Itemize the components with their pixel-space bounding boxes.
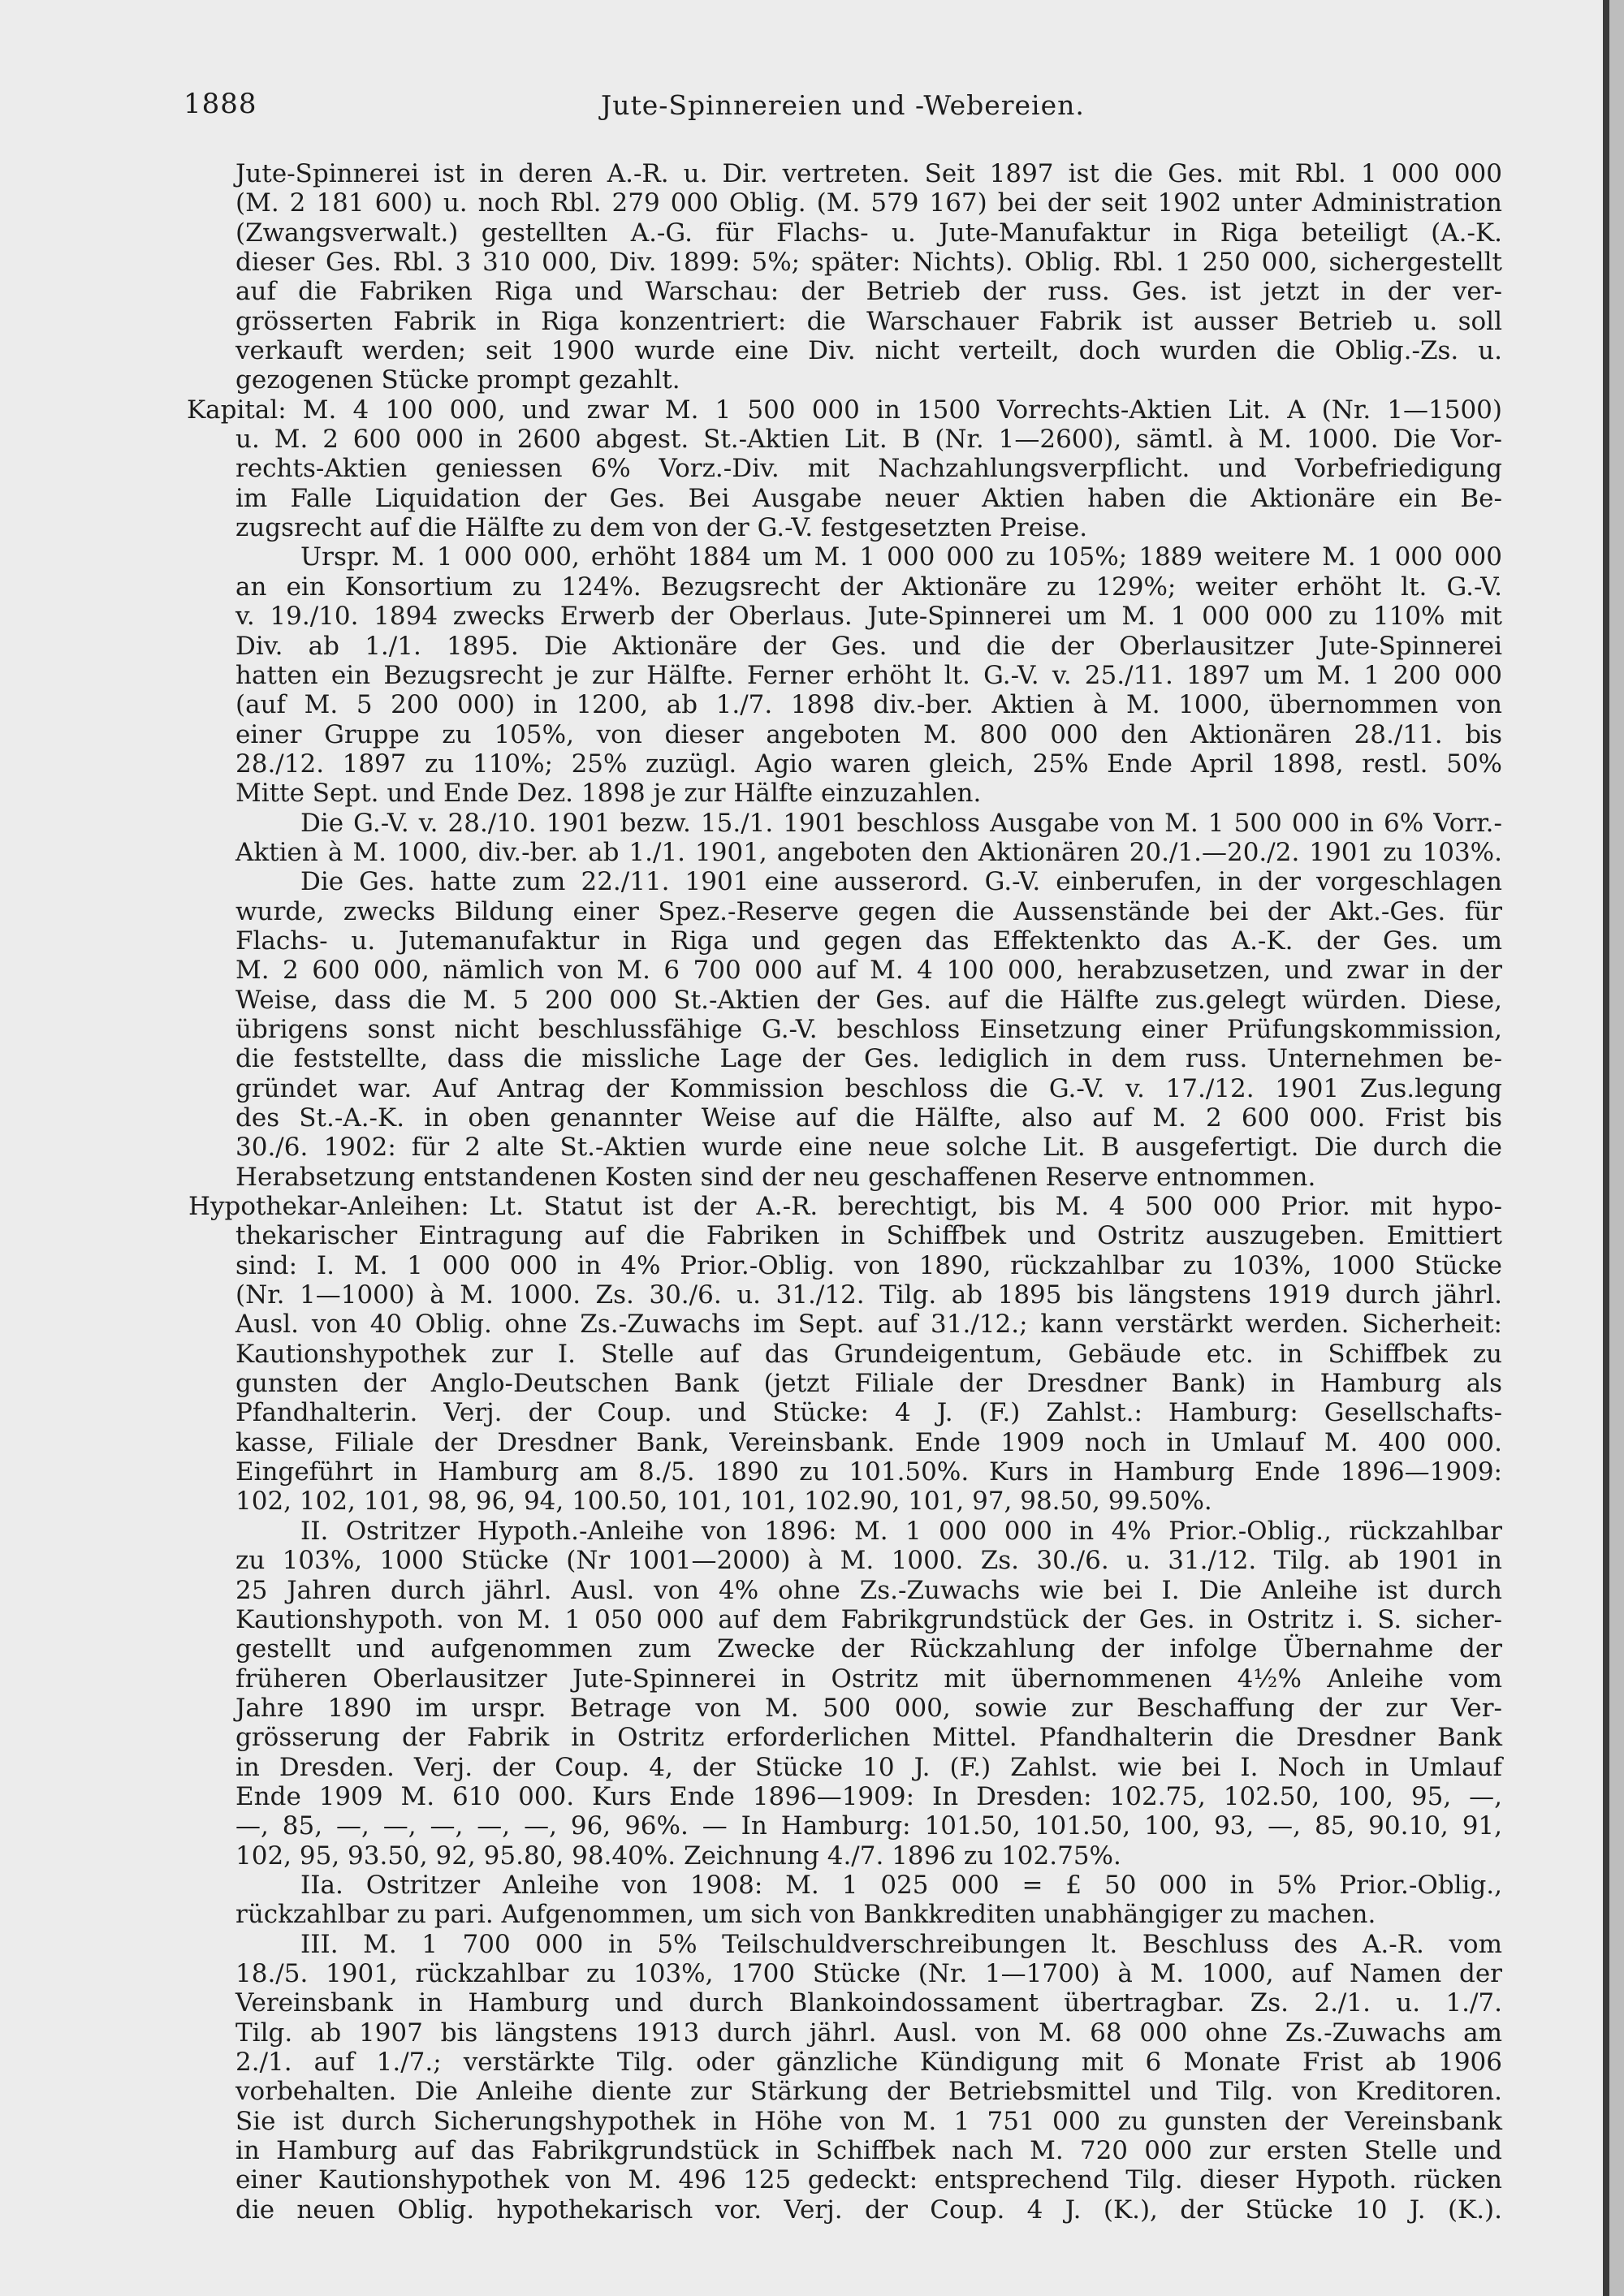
text-line: Ende 1909 M. 610 000. Kurs Ende 1896—1909: In Dresden: 102.75, 102.50, 100, 95, —, xyxy=(235,1781,1502,1811)
text-line: Aktien à M. 1000, div.-ber. ab 1./1. 1901, angeboten den Aktionären 20./1.—20./2. 1901 zu 103%. xyxy=(235,837,1502,867)
text-line: Eingeführt in Hamburg am 8./5. 1890 zu 101.50%. Kurs in Hamburg Ende 1896—1909: xyxy=(235,1457,1502,1487)
text-line: thekarischer Eintragung auf die Fabriken in Schiffbek und Ostritz auszugeben. Emittiert xyxy=(235,1221,1502,1251)
text-line: Tilg. ab 1907 bis längstens 1913 durch jährl. Ausl. von M. 68 000 ohne Zs.-Zuwachs am xyxy=(235,2018,1502,2048)
text-line: III. M. 1 700 000 in 5% Teilschuldverschreibungen lt. Beschluss des A.-R. vom xyxy=(300,1929,1502,1959)
text-line: die feststellte, dass die missliche Lage der Ges. lediglich in dem russ. Unternehmen be- xyxy=(235,1044,1502,1074)
page-edge-line xyxy=(1603,0,1609,2296)
text-line: 102, 102, 101, 98, 96, 94, 100.50, 101, 101, 102.90, 101, 97, 98.50, 99.50%. xyxy=(235,1487,1212,1517)
text-line: an ein Konsortium zu 124%. Bezugsrecht der Aktionäre zu 129%; weiter erhöht lt. G.-V. xyxy=(235,572,1502,602)
text-line: Herabsetzung entstandenen Kosten sind der neu geschaffenen Reserve entnommen. xyxy=(235,1162,1316,1192)
text-line: auf die Fabriken Riga und Warschau: der Betrieb der russ. Ges. ist jetzt in der ver- xyxy=(235,277,1502,307)
text-line: rechts-Aktien geniessen 6% Vorz.-Div. mit Nachzahlungsverpflicht. und Vorbefriedigung xyxy=(235,454,1502,484)
page-number: 1888 xyxy=(184,88,257,120)
text-line: IIa. Ostritzer Anleihe von 1908: M. 1 025 000 = £ 50 000 in 5% Prior.-Oblig., xyxy=(300,1870,1502,1900)
running-title: Jute-Spinnereien und -Webereien. xyxy=(601,89,1085,121)
text-line: gezogenen Stücke prompt gezahlt. xyxy=(235,365,680,395)
text-line: rückzahlbar zu pari. Aufgenommen, um sich von Bankkrediten unabhängiger zu machen. xyxy=(235,1900,1376,1930)
text-line: gründet war. Auf Antrag der Kommission beschloss die G.-V. v. 17./12. 1901 Zus.legung xyxy=(235,1073,1502,1103)
text-line: Div. ab 1./1. 1895. Die Aktionäre der Ges. und die der Oberlausitzer Jute-Spinnerei xyxy=(235,631,1502,661)
text-line: einer Kautionshypothek von M. 496 125 gedeckt: entsprechend Tilg. dieser Hypoth. rücken xyxy=(235,2165,1502,2195)
text-line: einer Gruppe zu 105%, von dieser angeboten M. 800 000 den Aktionären 28./11. bis xyxy=(235,719,1502,749)
text-line: sind: I. M. 1 000 000 in 4% Prior.-Oblig. von 1890, rückzahlbar zu 103%, 1000 Stücke xyxy=(235,1250,1502,1280)
text-line: 102, 95, 93.50, 92, 95.80, 98.40%. Zeichnung 4./7. 1896 zu 102.75%. xyxy=(235,1841,1121,1871)
text-line: dieser Ges. Rbl. 3 310 000, Div. 1899: 5%; später: Nichts). Oblig. Rbl. 1 250 000, sichergestellt xyxy=(235,248,1502,278)
text-line: 2./1. auf 1./7.; verstärkte Tilg. oder gänzliche Kündigung mit 6 Monate Frist ab 1906 xyxy=(235,2048,1502,2077)
text-line: die neuen Oblig. hypothekarisch vor. Verj. der Coup. 4 J. (K.), der Stücke 10 J. (K.). xyxy=(235,2195,1502,2225)
text-line: in Hamburg auf das Fabrikgrundstück in Schiffbek nach M. 720 000 zur ersten Stelle und xyxy=(235,2136,1502,2166)
text-line: Urspr. M. 1 000 000, erhöht 1884 um M. 1 000 000 zu 105%; 1889 weitere M. 1 000 000 xyxy=(300,542,1502,572)
text-line: Die Ges. hatte zum 22./11. 1901 eine ausserord. G.-V. einberufen, in der vorgeschlagen xyxy=(300,867,1502,897)
text-line: Pfandhalterin. Verj. der Coup. und Stücke: 4 J. (F.) Zahlst.: Hamburg: Gesellschafts- xyxy=(235,1398,1502,1428)
text-line: II. Ostritzer Hypoth.-Anleihe von 1896: M. 1 000 000 in 4% Prior.-Oblig., rückzahlbar xyxy=(300,1516,1502,1546)
text-line: M. 2 600 000, nämlich von M. 6 700 000 auf M. 4 100 000, herabzusetzen, und zwar in der xyxy=(235,956,1502,986)
text-line: gunsten der Anglo-Deutschen Bank (jetzt Filiale der Dresdner Bank) in Hamburg als xyxy=(235,1369,1502,1399)
text-line: grösserten Fabrik in Riga konzentriert: die Warschauer Fabrik ist ausser Betrieb u. soll xyxy=(235,306,1502,336)
text-line: Sie ist durch Sicherungshypothek in Höhe von M. 1 751 000 zu gunsten der Vereinsbank xyxy=(235,2106,1502,2136)
text-line: verkauft werden; seit 1900 wurde eine Div. nicht verteilt, doch wurden die Oblig.-Zs. u. xyxy=(235,336,1502,366)
text-line: 25 Jahren durch jährl. Ausl. von 4% ohne Zs.-Zuwachs wie bei I. Die Anleihe ist durch xyxy=(235,1575,1502,1605)
section-hypothekar-anleihen-line: Hypothekar-Anleihen: Lt. Statut ist der A.-R. berechtigt, bis M. 4 500 000 Prior. mit hypo- xyxy=(188,1192,1502,1222)
text-line: 18./5. 1901, rückzahlbar zu 103%, 1700 Stücke (Nr. 1—1700) à M. 1000, auf Namen der xyxy=(235,1958,1502,1988)
text-line: (Zwangsverwalt.) gestellten A.-G. für Flachs- u. Jute-Manufaktur in Riga beteiligt (A.-K. xyxy=(235,218,1502,248)
text-line: (Nr. 1—1000) à M. 1000. Zs. 30./6. u. 31./12. Tilg. ab 1895 bis längstens 1919 durch jährl. xyxy=(235,1280,1502,1310)
text-line: grösserung der Fabrik in Ostritz erforderlichen Mittel. Pfandhalterin die Dresdner Bank xyxy=(235,1723,1502,1753)
page-edge-shadow xyxy=(1609,0,1624,2296)
text-line: Die G.-V. v. 28./10. 1901 bezw. 15./1. 1901 beschloss Ausgabe von M. 1 500 000 in 6% Vorr.- xyxy=(300,808,1502,838)
text-line: hatten ein Bezugsrecht je zur Hälfte. Ferner erhöht lt. G.-V. v. 25./11. 1897 um M. 1 200 000 xyxy=(235,660,1502,690)
text-line: vorbehalten. Die Anleihe diente zur Stärkung der Betriebsmittel und Tilg. von Kreditoren. xyxy=(235,2077,1502,2107)
text-line: 28./12. 1897 zu 110%; 25% zuzügl. Agio waren gleich, 25% Ende April 1898, restl. 50% xyxy=(235,749,1502,779)
text-line: (M. 2 181 600) u. noch Rbl. 279 000 Oblig. (M. 579 167) bei der seit 1902 unter Administration xyxy=(235,188,1502,218)
text-line: Weise, dass die M. 5 200 000 St.-Aktien der Ges. auf die Hälfte zus.gelegt würden. Diese, xyxy=(235,985,1502,1015)
text-line: in Dresden. Verj. der Coup. 4, der Stücke 10 J. (F.) Zahlst. wie bei I. Noch in Umlauf xyxy=(235,1752,1502,1782)
text-line: Kautionshypothek zur I. Stelle auf das Grundeigentum, Gebäude etc. in Schiffbek zu xyxy=(235,1339,1502,1369)
text-line: früheren Oberlausitzer Jute-Spinnerei in Ostritz mit übernommenen 4½% Anleihe vom xyxy=(235,1664,1502,1694)
text-line: Mitte Sept. und Ende Dez. 1898 je zur Hälfte einzuzahlen. xyxy=(235,779,982,809)
text-line: (auf M. 5 200 000) in 1200, ab 1./7. 1898 div.-ber. Aktien à M. 1000, übernommen von xyxy=(235,690,1502,720)
text-line: Vereinsbank in Hamburg und durch Blankoindossament übertragbar. Zs. 2./1. u. 1./7. xyxy=(235,1988,1502,2018)
text-line: v. 19./10. 1894 zwecks Erwerb der Oberlaus. Jute-Spinnerei um M. 1 000 000 zu 110% mit xyxy=(235,602,1502,632)
text-line: kasse, Filiale der Dresdner Bank, Vereinsbank. Ende 1909 noch in Umlauf M. 400 000. xyxy=(235,1427,1502,1457)
text-line: u. M. 2 600 000 in 2600 abgest. St.-Aktien Lit. B (Nr. 1—2600), sämtl. à M. 1000. Die Vor- xyxy=(235,425,1502,455)
text-line: Jahre 1890 im urspr. Betrage von M. 500 000, sowie zur Beschaffung der zur Ver- xyxy=(235,1693,1502,1723)
text-line: übrigens sonst nicht beschlussfähige G.-V. beschloss Einsetzung einer Prüfungskommission, xyxy=(235,1014,1502,1044)
text-line: Flachs- u. Jutemanufaktur in Riga und gegen das Effektenkto das A.-K. der Ges. um xyxy=(235,926,1502,956)
text-line: Jute-Spinnerei ist in deren A.-R. u. Dir. vertreten. Seit 1897 ist die Ges. mit Rbl. 1 000 000 xyxy=(235,159,1502,188)
section-kapital-line: Kapital: M. 4 100 000, und zwar M. 1 500 000 in 1500 Vorrechts-Aktien Lit. A (Nr. 1—1500) xyxy=(187,395,1502,425)
text-line: Kautionshypoth. von M. 1 050 000 auf dem Fabrikgrundstück der Ges. in Ostritz i. S. sicher- xyxy=(235,1604,1502,1634)
text-line: Ausl. von 40 Oblig. ohne Zs.-Zuwachs im Sept. auf 31./12.; kann verstärkt werden. Sicherheit: xyxy=(235,1310,1502,1340)
text-line: zu 103%, 1000 Stücke (Nr 1001—2000) à M. 1000. Zs. 30./6. u. 31./12. Tilg. ab 1901 in xyxy=(235,1546,1502,1576)
text-line: —, 85, —, —, —, —, —, 96, 96%. — In Hamburg: 101.50, 101.50, 100, 93, —, 85, 90.10, 91, xyxy=(235,1811,1502,1841)
text-line: zugsrecht auf die Hälfte zu dem von der G.-V. festgesetzten Preise. xyxy=(235,513,1088,543)
body-text xyxy=(187,159,1502,2225)
text-line: gestellt und aufgenommen zum Zwecke der Rückzahlung der infolge Übernahme der xyxy=(235,1634,1502,1664)
text-line: des St.-A.-K. in oben genannter Weise auf die Hälfte, also auf M. 2 600 000. Frist bis xyxy=(235,1103,1502,1133)
text-line: wurde, zwecks Bildung einer Spez.-Reserve gegen die Aussenstände bei der Akt.-Ges. für xyxy=(235,896,1502,926)
text-line: 30./6. 1902: für 2 alte St.-Aktien wurde eine neue solche Lit. B ausgefertigt. Die durch die xyxy=(235,1133,1502,1163)
text-line: im Falle Liquidation der Ges. Bei Ausgabe neuer Aktien haben die Aktionäre ein Be- xyxy=(235,483,1502,513)
